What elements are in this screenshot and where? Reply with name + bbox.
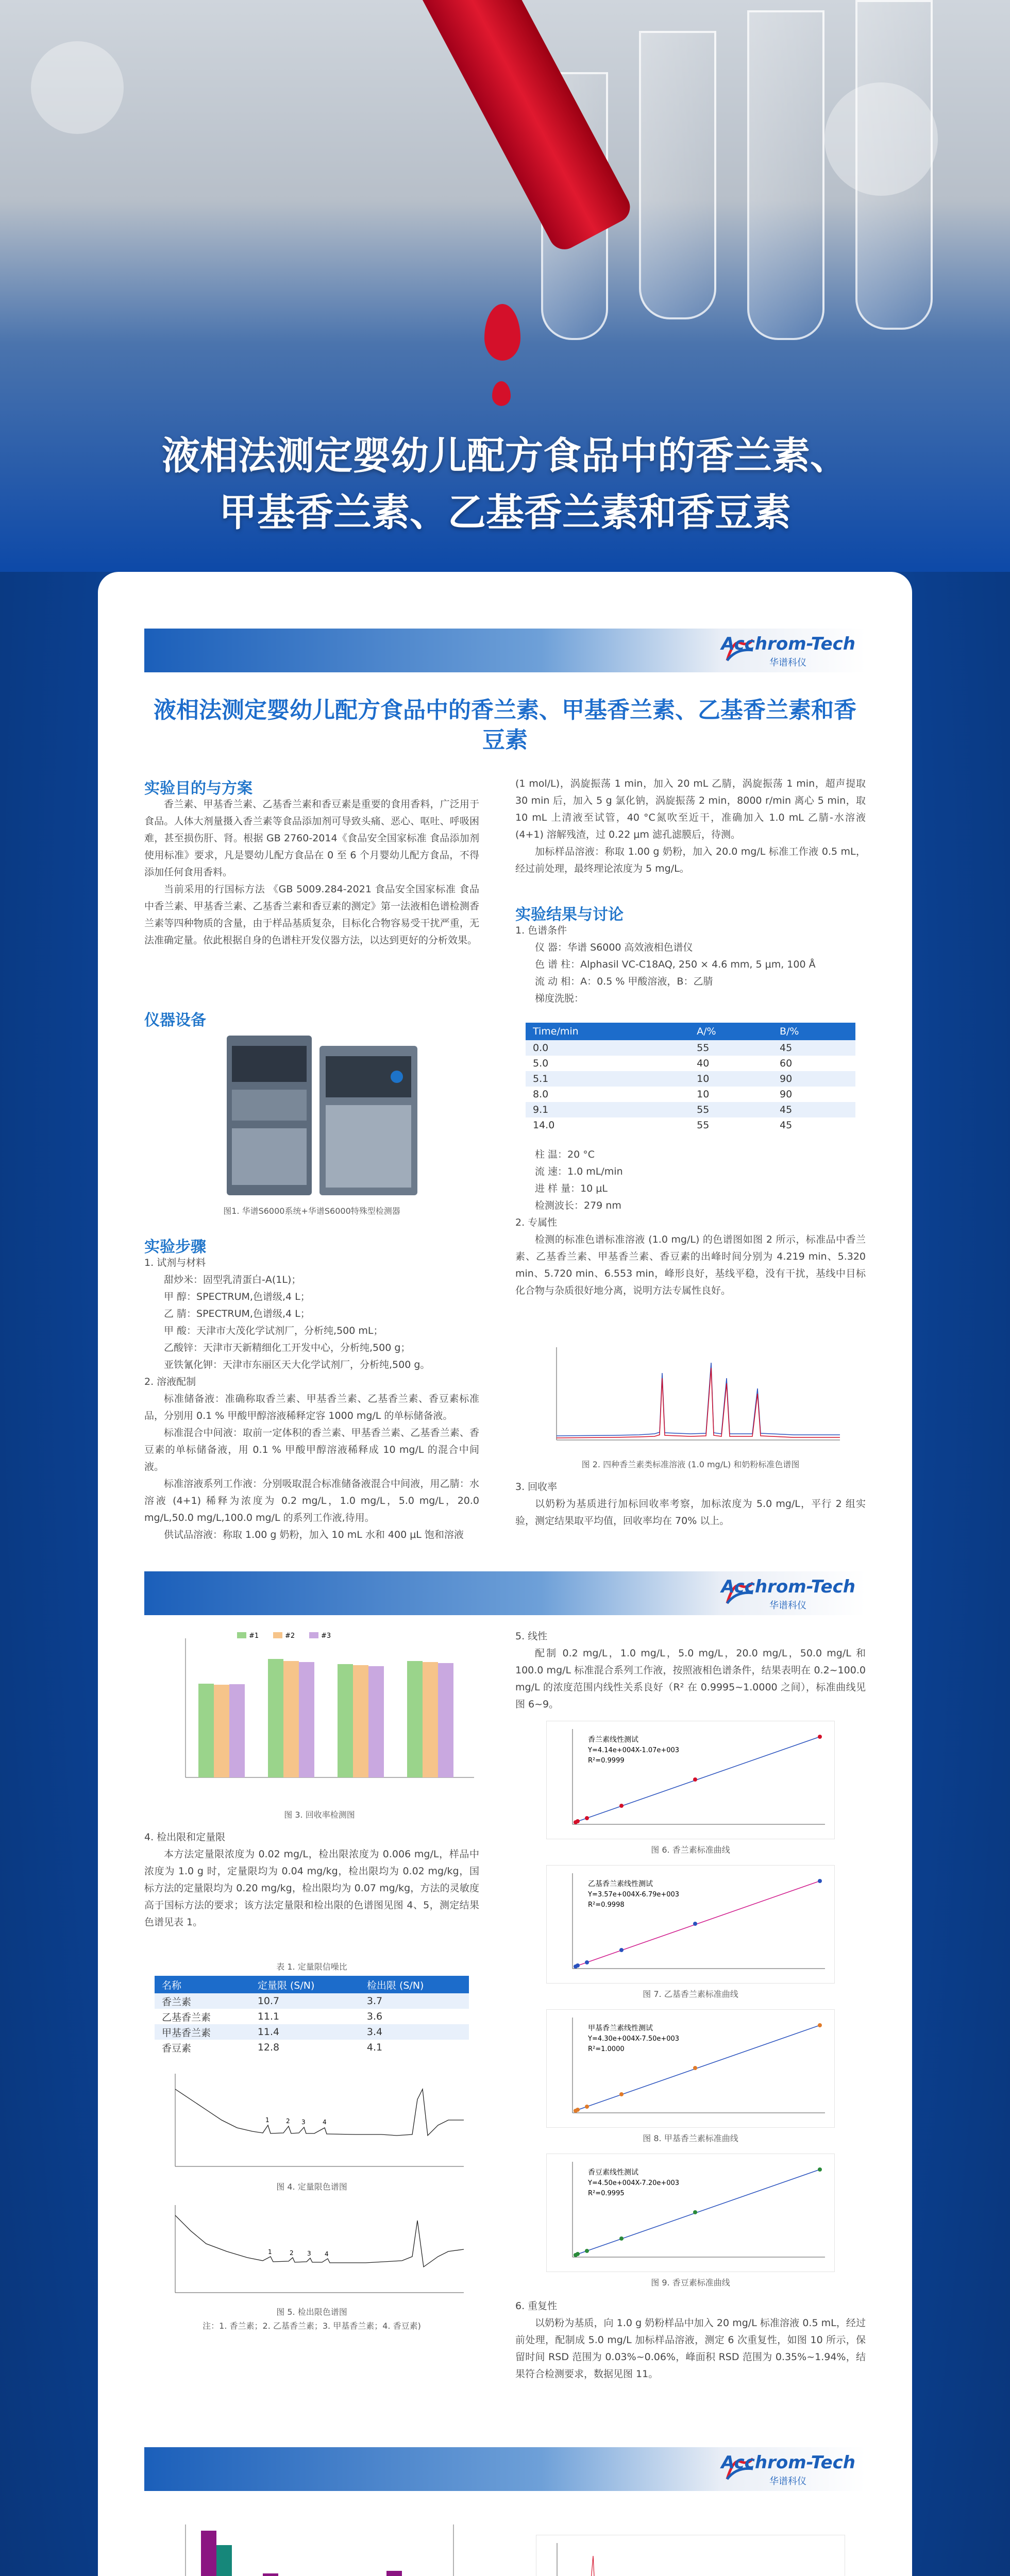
spike-paragraph: 加标样品溶液：称取 1.00 g 奶粉，加入 20.0 mg/L 标准工作液 0.5 mL，经过前处理，最终理论浓度为 5 mg/L。 <box>515 846 866 874</box>
prep-heading: 2. 溶液配制 <box>144 1376 196 1387</box>
logo <box>711 1571 866 1615</box>
bar-group <box>386 2571 417 2576</box>
conditions-text <box>515 922 866 1007</box>
section-banner <box>144 2447 866 2491</box>
hplc-instrument-image <box>216 1030 433 1200</box>
condition-mobile-phase: 流 动 相：A：0.5 % 甲酸溶液，B：乙腈 <box>535 976 713 987</box>
table-row <box>155 2024 469 2040</box>
purpose-paragraph-1: 香兰素、甲基香兰素、乙基香兰素和香豆素是重要的食用香料，广泛用于食品。人体大剂量摄入香兰素等食品添加剂可导致头痛、恶心、呕吐、呼吸困难，甚至损伤肝、肾。根据 GB 2760-2014《食品安全国家标准 食品添加剂使用标准》要求，凡是婴幼儿配方食品在 0 至 6 个月婴幼儿配方食品，不得添加任何食用香料。 <box>144 799 479 878</box>
prep-paragraph: 标准混合中间液：取前一定体积的香兰素、甲基香兰素、乙基香兰素、香豆素的单标储备液，用 0.1 % 甲酸甲醇溶液稀释成 10 mg/L 的混合中间液。 <box>144 1427 479 1472</box>
bar-group <box>198 1684 245 1777</box>
table-header: 定量限 (S/N) <box>250 1976 360 1993</box>
table1-caption: 表 1. 定量限信噪比 <box>276 1962 347 1972</box>
bar-group <box>201 2531 232 2576</box>
test-tube-icon <box>855 0 933 330</box>
prep-paragraph: 供试品溶液：称取 1.00 g 奶粉，加入 10 mL 水和 400 μL 饱和溶液 <box>164 1529 464 1540</box>
svg-text:4: 4 <box>325 2250 329 2258</box>
table-cell: 3.7 <box>360 1993 469 2009</box>
table-row <box>526 1117 855 1133</box>
table-cell: 10 <box>697 1089 710 1100</box>
fig4-caption: 图 4. 定量限色谱图 <box>276 2182 347 2192</box>
condition-wavelength: 检测波长：279 nm <box>535 1200 621 1211</box>
test-tube-icon <box>747 10 824 340</box>
table-cell: 11.4 <box>250 2024 360 2040</box>
fig6-linear-chart <box>546 1721 835 1839</box>
condition-gradient: 梯度洗脱： <box>535 993 584 1004</box>
figure-note: 注：1. 香兰素；2. 乙基香兰素；3. 甲基香兰素；4. 香豆素) <box>203 2321 421 2331</box>
fig8-caption: 图 8. 甲基香兰素标准曲线 <box>643 2133 738 2143</box>
table-cell: 0.0 <box>526 1040 689 1056</box>
prep-paragraph: 标准储备液：准确称取香兰素、甲基香兰素、乙基香兰素、香豆素标准品，分别用 0.1 % 甲酸甲醇溶液稀释定容 1000 mg/L 的单标储备液。 <box>144 1393 479 1421</box>
chart-equation: Y=4.14e+004X-1.07e+003 <box>588 1747 680 1754</box>
table-cell: 8.0 <box>533 1089 549 1100</box>
table-row <box>155 2040 469 2055</box>
linearity-heading: 5. 线性 <box>515 1631 548 1642</box>
reagent-item: 甲 酸：天津市大茂化学试剂厂，分析纯,500 mL； <box>164 1325 383 1336</box>
table-row <box>526 1087 855 1102</box>
logo-text-cn: 华谱科仪 <box>769 1600 806 1611</box>
fig9-linear-chart <box>546 2154 835 2272</box>
table-cell: 9.1 <box>526 1102 689 1117</box>
drop-icon <box>484 304 520 361</box>
logo-text-en: Acchrom-Tech <box>721 1577 855 1597</box>
reagent-heading: 1. 试剂与材料 <box>144 1257 206 1268</box>
svg-text:1: 1 <box>265 2116 270 2124</box>
table-cell: 甲基香兰素 <box>155 2024 250 2040</box>
table-row <box>526 1056 855 1071</box>
conditions-text-2 <box>515 1146 866 1299</box>
table-cell: 4.1 <box>366 2042 383 2053</box>
table-cell: 60 <box>779 1058 793 1069</box>
section-title-purpose: 实验目的与方案 <box>144 779 252 798</box>
table-cell: 40 <box>697 1058 710 1069</box>
repeatability-heading: 6. 重复性 <box>515 2300 558 2312</box>
table-cell: 3.4 <box>360 2024 469 2040</box>
gradient-table <box>526 1023 855 1133</box>
legend-swatch <box>273 1632 282 1638</box>
steps-text <box>144 1255 479 1544</box>
fig10-bar-chart <box>160 2514 479 2576</box>
prep-continued-paragraph: (1 mol/L)，涡旋振荡 1 min，加入 20 mL 乙腈，涡旋振荡 1 min，超声提取 30 min 后，加入 5 g 氯化钠，涡旋振荡 2 min，8000 r/min 离心 5 min，取 10 mL 上清液至试管，40 °C氮吹至近干，准确加入 1.0 mL 乙腈-水溶液 (4+1) 溶解残渣，过 0.22 μm 滤孔滤膜后，待测。 <box>515 778 866 840</box>
fig6-caption: 图 6. 香兰素标准曲线 <box>651 1845 730 1855</box>
poster-title-line2: 甲基香兰素、乙基香兰素和香豆素 <box>219 490 791 535</box>
table-header: 检出限 (S/N) <box>360 1976 469 1993</box>
decor-bokeh <box>31 41 124 134</box>
condition-flow: 流 速：1.0 mL/min <box>535 1166 623 1177</box>
fig3-bar-chart <box>155 1628 484 1803</box>
table-cell: 5.1 <box>526 1071 689 1087</box>
svg-text:3: 3 <box>301 2119 306 2126</box>
reagent-item: 乙 腈：SPECTRUM,色谱级,4 L； <box>164 1308 310 1319</box>
chart-equation: Y=4.50e+004X-7.20e+003 <box>588 2179 680 2187</box>
table-header: Time/min <box>526 1023 689 1040</box>
logo-text-cn: 华谱科仪 <box>769 2476 806 2487</box>
content-card <box>98 572 912 2576</box>
paper-title: 液相法测定婴幼儿配方食品中的香兰素、甲基香兰素、乙基香兰素和香豆素 <box>154 697 856 753</box>
reagent-item: 亚铁氰化钾：天津市东丽区天大化学试剂厂，分析纯,500 g。 <box>164 1359 430 1370</box>
chart-legend: 乙基香兰素线性测试 <box>588 1880 653 1888</box>
lod-heading: 4. 检出限和定量限 <box>144 1832 226 1843</box>
lod-text <box>144 1829 479 1931</box>
repeatability-paragraph: 以奶粉为基质，向 1.0 g 奶粉样品中加入 20 mg/L 标准溶液 0.5 mL，经过前处理，配制成 5.0 mg/L 加标样品溶液，测定 6 次重复性，如图 10 所示，保留时间 RSD 范围为 0.03%~0.06%，峰面积 RSD 范围为 0.35%~1.94%，结果符合检测要求，数据见图 11。 <box>515 2317 866 2380</box>
purpose-paragraph-2: 当前采用的行国标方法 《GB 5009.284-2021 食品安全国家标准 食品中香兰素、甲基香兰素、乙基香兰素和香豆素的测定》第一法液相色谱检测香兰素等四种物质的含量，由于样品基质复杂，目标化合物容易受干扰严重，无法准确定量。依此根据自身的色谱柱开发仪器方法，以达到更好的分析效果。 <box>144 884 479 946</box>
svg-text:4: 4 <box>323 2119 327 2126</box>
table-cell: 45 <box>772 1040 855 1056</box>
legend-swatch <box>237 1632 246 1638</box>
lod-table <box>155 1976 469 2055</box>
repeatability-text <box>515 2298 866 2383</box>
chart-r2: R²=0.9999 <box>588 1757 625 1765</box>
legend-label: #1 <box>249 1632 259 1640</box>
table-header: 名称 <box>155 1976 250 1993</box>
logo-text-en: Acchrom-Tech <box>721 634 855 654</box>
table-cell: 55 <box>697 1120 710 1131</box>
table-cell: 3.6 <box>366 2011 383 2022</box>
svg-text:1: 1 <box>268 2248 272 2256</box>
specificity-paragraph: 检测的标准色谱标准溶液 (1.0 mg/L) 的色谱图如图 2 所示，标准品中香兰素、乙基香兰素、甲基香兰素、香豆素的出峰时间分别为 4.219 min、5.320 min、5.720 min、6.553 min，峰形良好，基线平稳，没有干扰，基线中目标化合物与杂质很好地分离，说明方法专属性良好。 <box>515 1234 866 1296</box>
condition-temp: 柱 温：20 °C <box>535 1149 595 1160</box>
bar-group <box>338 1664 384 1777</box>
table-cell: 45 <box>772 1102 855 1117</box>
legend-label: #2 <box>285 1632 295 1640</box>
table-cell: 45 <box>779 1120 793 1131</box>
table-cell: 香兰素 <box>155 1993 250 2009</box>
svg-text:2: 2 <box>286 2117 290 2125</box>
poster-title <box>0 428 1010 541</box>
condition-column: 色 谱 柱：Alphasil VC-C18AQ, 250 × 4.6 mm, 5 μm, 100 Å <box>535 959 816 970</box>
table-header: B/% <box>772 1023 855 1040</box>
prep-paragraph: 标准溶液系列工作液：分别吸取混合标准储备液混合中间液，用乙腈：水溶液 (4+1) 稀释为浓度为 0.2 mg/L，1.0 mg/L，5.0 mg/L，20.0 mg/L,50.0 mg/L,100.0 mg/L 的系列工作液,待用。 <box>144 1478 479 1523</box>
bar-group <box>268 1659 314 1777</box>
table-row <box>526 1102 855 1117</box>
svg-text:2: 2 <box>290 2249 294 2257</box>
fig7-caption: 图 7. 乙基香兰素标准曲线 <box>643 1989 738 1999</box>
svg-text:3: 3 <box>307 2250 311 2257</box>
lod-paragraph: 本方法定量限浓度为 0.02 mg/L，检出限浓度为 0.006 mg/L，样品中浓度为 1.0 g 时，定量限均为 0.04 mg/kg，检出限均为 0.02 mg/kg，国标方法的定量限均为 0.20 mg/kg，检出限均为 0.07 mg/kg，方法的灵敏度高于国标方法的要求；该方法定量限和检出限的色谱图见图 4、5，测定结果色谱见表 1。 <box>144 1849 479 1928</box>
fig4-chromatogram <box>160 2069 469 2177</box>
fig12-chromatogram <box>536 2535 845 2576</box>
table-cell: 10 <box>689 1071 772 1087</box>
reagent-item: 甲 醇：SPECTRUM,色谱级,4 L； <box>164 1291 310 1302</box>
recovery-paragraph: 以奶粉为基质进行加标回收率考察，加标浓度为 5.0 mg/L，平行 2 组实验，测定结果取平均值，回收率均在 70% 以上。 <box>515 1498 866 1527</box>
condition-volume: 进 样 量：10 μL <box>535 1183 608 1194</box>
section-title-steps: 实验步骤 <box>144 1238 206 1256</box>
section-title-instrument: 仪器设备 <box>144 1011 206 1029</box>
linearity-text <box>515 1628 866 1713</box>
specificity-heading: 2. 专属性 <box>515 1217 558 1228</box>
table-cell: 55 <box>689 1102 772 1117</box>
linearity-paragraph: 配制 0.2 mg/L，1.0 mg/L，5.0 mg/L，20.0 mg/L，50.0 mg/L 和 100.0 mg/L 标准混合系列工作液，按照液相色谱条件，结果表明在 0.2~100.0 mg/L 的浓度范围内线性关系良好（R² 在 0.9995~1.0000 之间），标准曲线见图 6~9。 <box>515 1648 866 1710</box>
bar-group <box>407 1661 453 1777</box>
drop-icon <box>492 381 511 406</box>
table-row <box>155 2009 469 2024</box>
poster-title-line1: 液相法测定婴幼儿配方食品中的香兰素、 <box>162 434 848 478</box>
fig2-caption: 图 2. 四种香兰素类标准溶液 (1.0 mg/L) 和奶粉标准色谱图 <box>581 1460 800 1469</box>
fig8-linear-chart <box>546 2009 835 2128</box>
logo-text-en: Acchrom-Tech <box>721 2452 855 2473</box>
legend-swatch <box>309 1632 318 1638</box>
logo-text-cn: 华谱科仪 <box>769 657 806 668</box>
table-cell: 12.8 <box>257 2042 280 2053</box>
fig5-chromatogram <box>160 2200 469 2303</box>
conditions-heading: 1. 色谱条件 <box>515 925 567 936</box>
chart-legend: 香豆素线性测试 <box>588 2168 638 2177</box>
section-title-results: 实验结果与讨论 <box>515 906 624 924</box>
chart-equation: Y=3.57e+004X-6.79e+003 <box>588 1891 680 1899</box>
table-cell: 90 <box>779 1089 793 1100</box>
reagent-item: 乙酸锌：天津市天新精细化工开发中心，分析纯,500 g； <box>164 1342 411 1353</box>
reagent-item: 甜炒米：固型乳清蛋白-A(1L)； <box>164 1274 301 1285</box>
legend-label: #3 <box>321 1632 331 1640</box>
condition-instrument: 仪 器：华谱 S6000 高效液相色谱仪 <box>535 942 693 953</box>
chart-r2: R²=0.9998 <box>588 1901 625 1909</box>
table-cell: 90 <box>772 1071 855 1087</box>
chart-legend: 甲基香兰素线性测试 <box>588 2024 653 2032</box>
table-row <box>526 1071 855 1087</box>
prep-continued <box>515 775 866 877</box>
logo <box>711 629 866 672</box>
table-cell: 10.7 <box>250 1993 360 2009</box>
purpose-text <box>144 796 479 949</box>
hero-image <box>0 0 1010 572</box>
chart-legend: 香兰素线性测试 <box>588 1736 638 1744</box>
table-row <box>526 1040 855 1056</box>
table-cell: 11.1 <box>257 2011 280 2022</box>
fig1-caption: 图1. 华谱S6000系统+华谱S6000特殊型检测器 <box>223 1206 400 1216</box>
fig2-chromatogram <box>536 1342 845 1453</box>
table-cell: 55 <box>689 1040 772 1056</box>
logo <box>711 2447 866 2491</box>
chart-r2: R²=1.0000 <box>588 2045 625 2053</box>
recovery-text <box>515 1479 866 1530</box>
fig7-linear-chart <box>546 1865 835 1984</box>
table-cell: 5.0 <box>533 1058 549 1069</box>
chart-r2: R²=0.9995 <box>588 2190 625 2197</box>
table-cell: 乙基香兰素 <box>162 2011 211 2023</box>
table-cell: 14.0 <box>533 1120 555 1131</box>
table-header: A/% <box>689 1023 772 1040</box>
section-banner <box>144 629 866 672</box>
test-tube-icon <box>639 31 716 319</box>
section-banner <box>144 1571 866 1615</box>
bar-group <box>263 2573 294 2576</box>
fig3-caption: 图 3. 回收率检测图 <box>284 1810 355 1820</box>
table-row <box>155 1993 469 2009</box>
recovery-heading: 3. 回收率 <box>515 1481 558 1493</box>
chart-equation: Y=4.30e+004X-7.50e+003 <box>588 2035 680 2043</box>
fig5-caption: 图 5. 检出限色谱图 <box>276 2307 347 2317</box>
fig9-caption: 图 9. 香豆素标准曲线 <box>651 2278 730 2287</box>
table-cell: 香豆素 <box>162 2042 192 2054</box>
